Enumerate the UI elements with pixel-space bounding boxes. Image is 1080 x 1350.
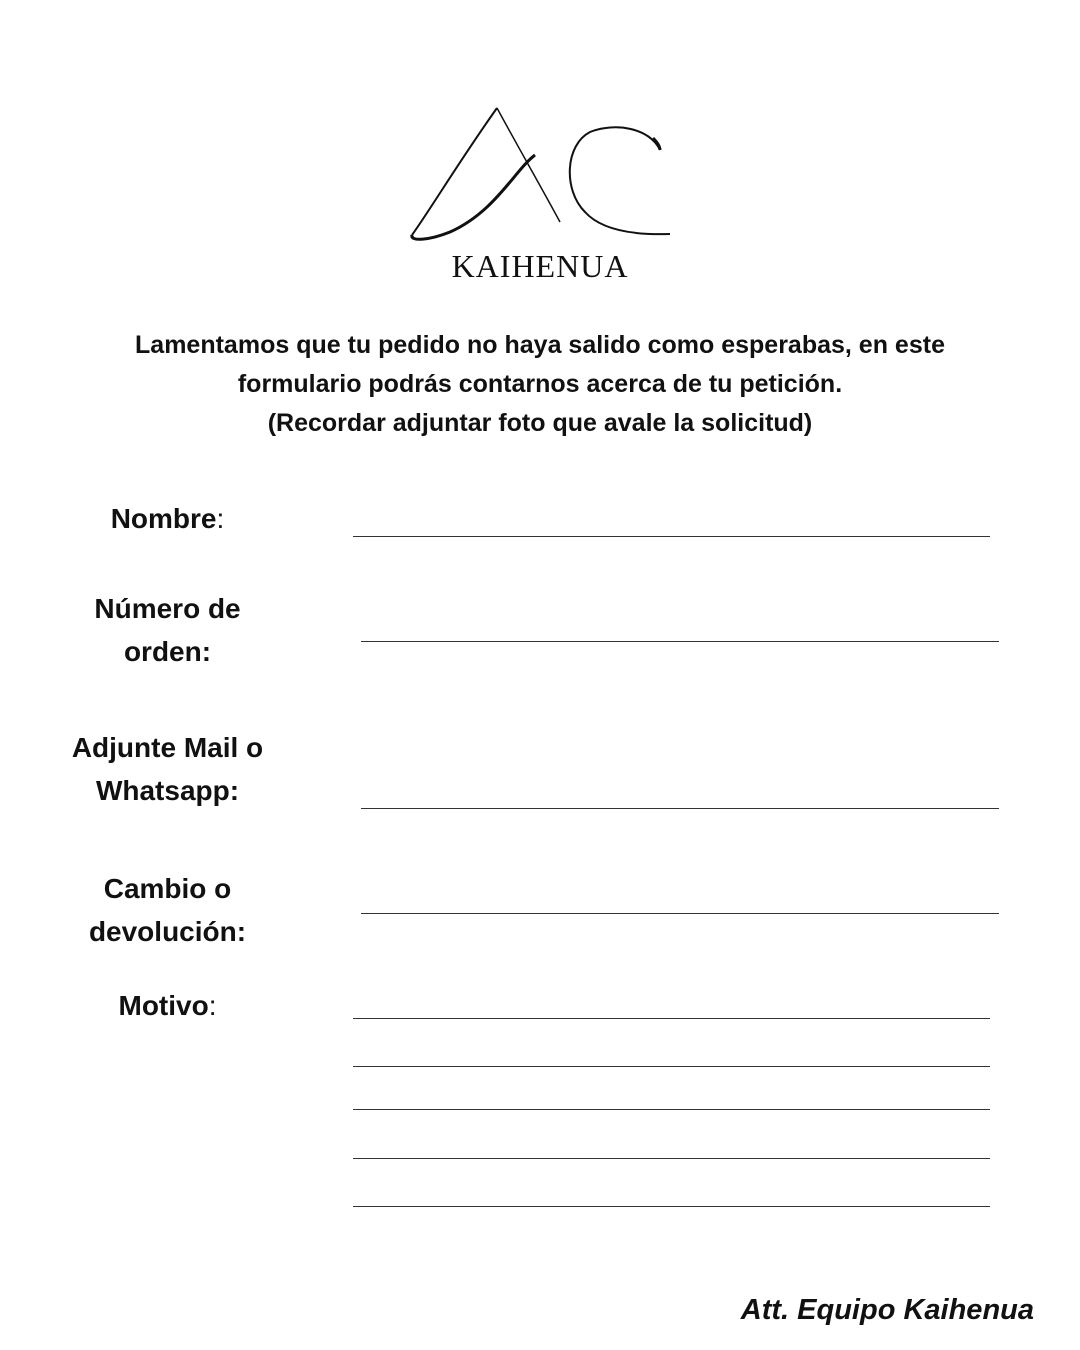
signature: Att. Equipo Kaihenua	[740, 1294, 1034, 1326]
cambio-field[interactable]	[361, 913, 999, 914]
motivo-line-4[interactable]	[353, 1158, 990, 1159]
motivo-line-2[interactable]	[353, 1066, 990, 1067]
intro-line-1: Lamentamos que tu pedido no haya salido como esperabas, en este	[135, 331, 945, 359]
nombre-label: Nombre:	[110, 503, 225, 534]
nombre-field[interactable]	[353, 536, 990, 537]
cambio-label: Cambio o devolución:	[88, 873, 247, 947]
intro-line-3: (Recordar adjuntar foto que avale la solicitud)	[267, 409, 813, 437]
motivo-label: Motivo:	[118, 990, 217, 1021]
numero-orden-field[interactable]	[361, 641, 999, 642]
numero-orden-label: Número de orden:	[94, 593, 241, 667]
motivo-line-5[interactable]	[353, 1206, 990, 1207]
motivo-line-1[interactable]	[353, 1018, 990, 1019]
intro-text	[40, 326, 1040, 443]
brand-logo	[405, 100, 675, 290]
contacto-label: Adjunte Mail o Whatsapp:	[71, 732, 264, 806]
contacto-field[interactable]	[361, 808, 999, 809]
kaihenua-logo-mark	[405, 100, 675, 290]
intro-line-2: formulario podrás contarnos acerca de tu petición.	[237, 370, 843, 398]
motivo-line-3[interactable]	[353, 1109, 990, 1110]
logo-wordmark: KAIHENUA	[451, 248, 629, 284]
